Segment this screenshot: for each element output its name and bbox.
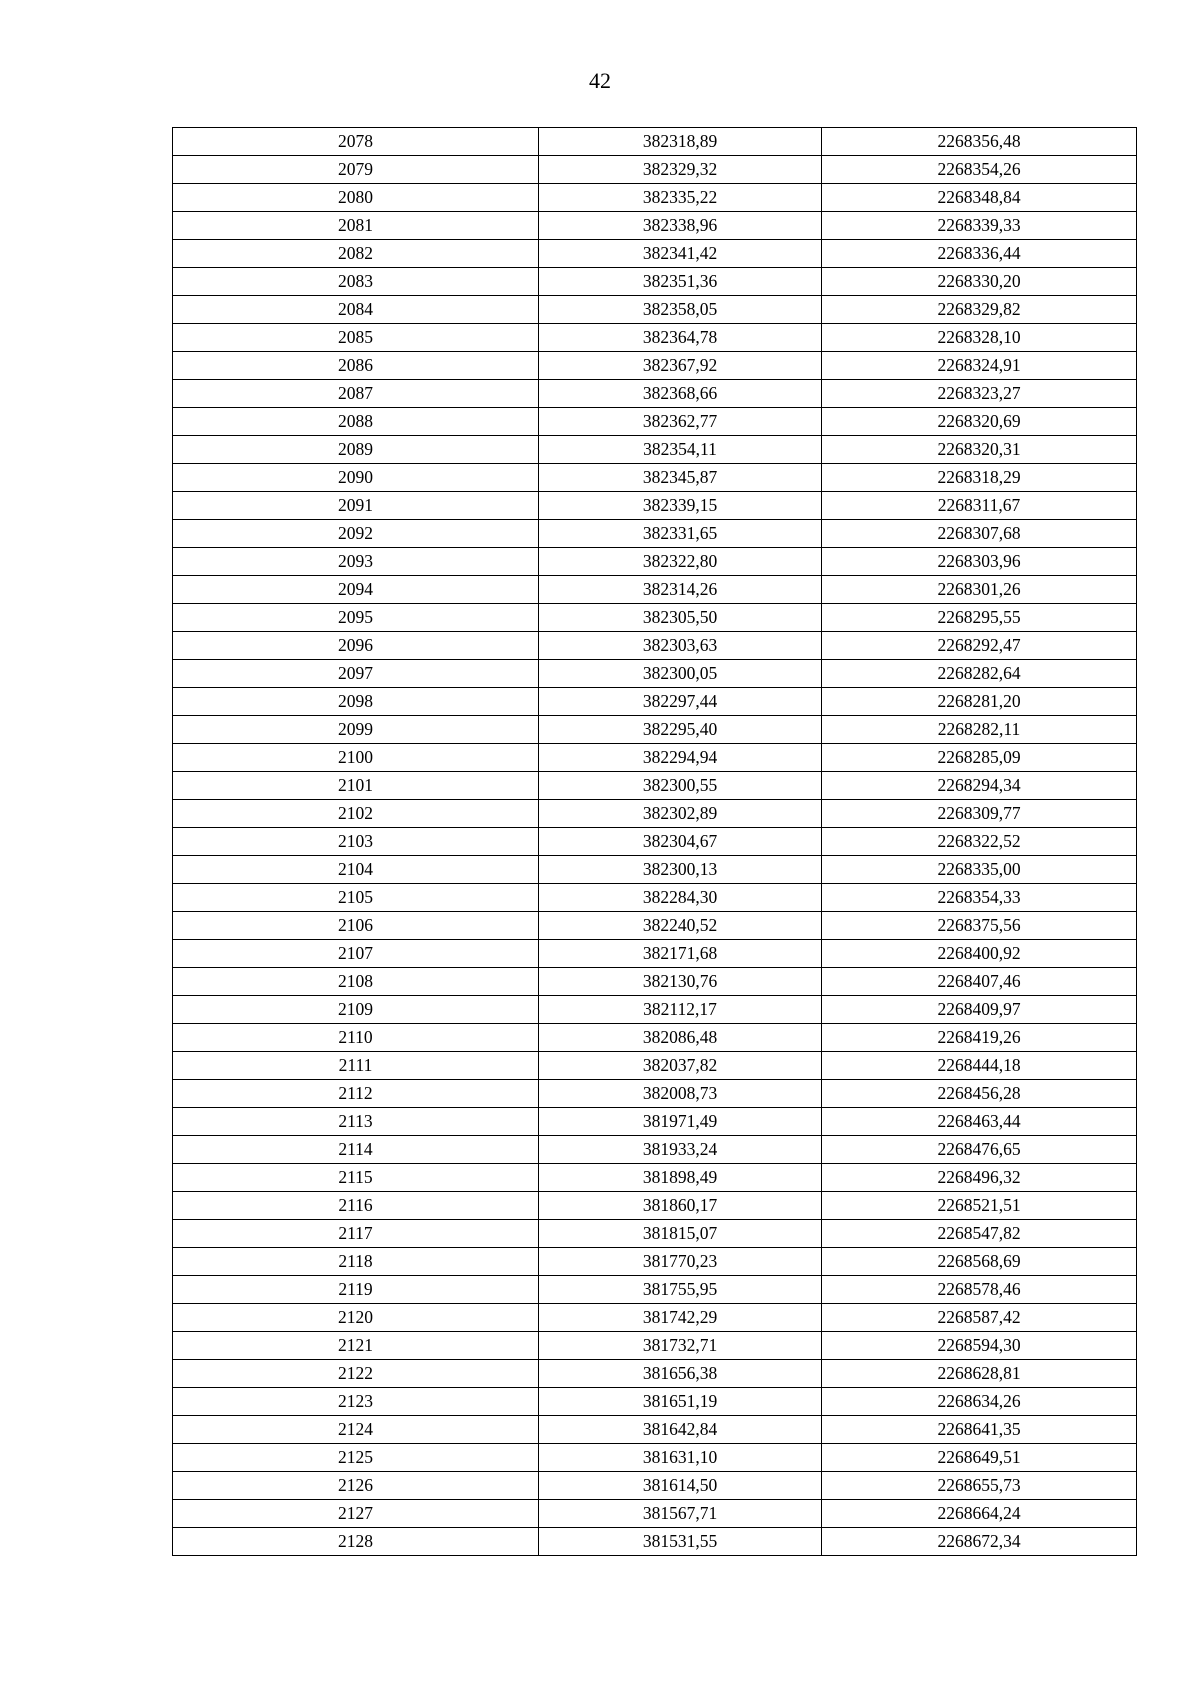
page-number: 42 [589,68,611,93]
y-coordinate-cell: 2268463,44 [822,1108,1137,1136]
y-coordinate-cell: 2268294,34 [822,772,1137,800]
y-coordinate-cell: 2268295,55 [822,604,1137,632]
point-number-cell: 2102 [173,800,539,828]
table-row [173,1500,1137,1528]
y-coordinate-cell: 2268354,26 [822,156,1137,184]
point-number-cell: 2091 [173,492,539,520]
point-number-cell: 2123 [173,1388,539,1416]
table-row [173,884,1137,912]
y-coordinate-cell: 2268348,84 [822,184,1137,212]
y-coordinate-cell: 2268318,29 [822,464,1137,492]
x-coordinate-cell: 382314,26 [539,576,822,604]
x-coordinate-cell: 381631,10 [539,1444,822,1472]
y-coordinate-cell: 2268407,46 [822,968,1137,996]
x-coordinate-cell: 382364,78 [539,324,822,352]
y-coordinate-cell: 2268444,18 [822,1052,1137,1080]
x-coordinate-cell: 381732,71 [539,1332,822,1360]
y-coordinate-cell: 2268409,97 [822,996,1137,1024]
point-number-cell: 2114 [173,1136,539,1164]
x-coordinate-cell: 382362,77 [539,408,822,436]
point-number-cell: 2081 [173,212,539,240]
point-number-cell: 2086 [173,352,539,380]
x-coordinate-cell: 382338,96 [539,212,822,240]
table-row [173,1164,1137,1192]
y-coordinate-cell: 2268339,33 [822,212,1137,240]
table-row [173,156,1137,184]
x-coordinate-cell: 382345,87 [539,464,822,492]
table-row [173,240,1137,268]
point-number-cell: 2082 [173,240,539,268]
point-number-cell: 2119 [173,1276,539,1304]
x-coordinate-cell: 382367,92 [539,352,822,380]
y-coordinate-cell: 2268594,30 [822,1332,1137,1360]
x-coordinate-cell: 381770,23 [539,1248,822,1276]
y-coordinate-cell: 2268324,91 [822,352,1137,380]
point-number-cell: 2093 [173,548,539,576]
point-number-cell: 2109 [173,996,539,1024]
point-number-cell: 2101 [173,772,539,800]
y-coordinate-cell: 2268330,20 [822,268,1137,296]
point-number-cell: 2079 [173,156,539,184]
point-number-cell: 2104 [173,856,539,884]
y-coordinate-cell: 2268282,64 [822,660,1137,688]
x-coordinate-cell: 381860,17 [539,1192,822,1220]
x-coordinate-cell: 381898,49 [539,1164,822,1192]
y-coordinate-cell: 2268307,68 [822,520,1137,548]
table-row [173,1416,1137,1444]
table-row [173,1024,1137,1052]
x-coordinate-cell: 381531,55 [539,1528,822,1556]
point-number-cell: 2087 [173,380,539,408]
point-number-cell: 2084 [173,296,539,324]
table-row [173,716,1137,744]
table-row [173,576,1137,604]
x-coordinate-cell: 382008,73 [539,1080,822,1108]
x-coordinate-cell: 382303,63 [539,632,822,660]
x-coordinate-cell: 382339,15 [539,492,822,520]
table-row [173,912,1137,940]
table-row [173,268,1137,296]
y-coordinate-cell: 2268285,09 [822,744,1137,772]
table-row [173,660,1137,688]
y-coordinate-cell: 2268322,52 [822,828,1137,856]
table-row [173,632,1137,660]
y-coordinate-cell: 2268335,00 [822,856,1137,884]
y-coordinate-cell: 2268568,69 [822,1248,1137,1276]
x-coordinate-cell: 382284,30 [539,884,822,912]
y-coordinate-cell: 2268354,33 [822,884,1137,912]
table-row [173,1248,1137,1276]
coordinates-table [172,127,1137,1556]
point-number-cell: 2125 [173,1444,539,1472]
point-number-cell: 2080 [173,184,539,212]
point-number-cell: 2092 [173,520,539,548]
table-row [173,324,1137,352]
y-coordinate-cell: 2268664,24 [822,1500,1137,1528]
point-number-cell: 2085 [173,324,539,352]
table-row [173,772,1137,800]
y-coordinate-cell: 2268356,48 [822,128,1137,156]
table-row [173,1220,1137,1248]
table-row [173,1192,1137,1220]
point-number-cell: 2128 [173,1528,539,1556]
table-row [173,436,1137,464]
point-number-cell: 2111 [173,1052,539,1080]
point-number-cell: 2113 [173,1108,539,1136]
y-coordinate-cell: 2268672,34 [822,1528,1137,1556]
y-coordinate-cell: 2268309,77 [822,800,1137,828]
point-number-cell: 2099 [173,716,539,744]
table-row [173,1388,1137,1416]
point-number-cell: 2100 [173,744,539,772]
x-coordinate-cell: 382294,94 [539,744,822,772]
point-number-cell: 2097 [173,660,539,688]
table-row [173,800,1137,828]
y-coordinate-cell: 2268476,65 [822,1136,1137,1164]
y-coordinate-cell: 2268655,73 [822,1472,1137,1500]
x-coordinate-cell: 381755,95 [539,1276,822,1304]
y-coordinate-cell: 2268419,26 [822,1024,1137,1052]
y-coordinate-cell: 2268578,46 [822,1276,1137,1304]
y-coordinate-cell: 2268303,96 [822,548,1137,576]
table-row [173,1276,1137,1304]
point-number-cell: 2127 [173,1500,539,1528]
point-number-cell: 2108 [173,968,539,996]
table-row [173,1052,1137,1080]
table-row [173,744,1137,772]
y-coordinate-cell: 2268521,51 [822,1192,1137,1220]
x-coordinate-cell: 382354,11 [539,436,822,464]
x-coordinate-cell: 381567,71 [539,1500,822,1528]
x-coordinate-cell: 382335,22 [539,184,822,212]
table-row [173,1080,1137,1108]
x-coordinate-cell: 382086,48 [539,1024,822,1052]
x-coordinate-cell: 382329,32 [539,156,822,184]
x-coordinate-cell: 382304,67 [539,828,822,856]
point-number-cell: 2095 [173,604,539,632]
table-row [173,520,1137,548]
x-coordinate-cell: 381933,24 [539,1136,822,1164]
x-coordinate-cell: 381742,29 [539,1304,822,1332]
table-row [173,1472,1137,1500]
y-coordinate-cell: 2268641,35 [822,1416,1137,1444]
x-coordinate-cell: 381815,07 [539,1220,822,1248]
x-coordinate-cell: 381971,49 [539,1108,822,1136]
y-coordinate-cell: 2268323,27 [822,380,1137,408]
y-coordinate-cell: 2268649,51 [822,1444,1137,1472]
x-coordinate-cell: 382240,52 [539,912,822,940]
x-coordinate-cell: 382368,66 [539,380,822,408]
point-number-cell: 2118 [173,1248,539,1276]
point-number-cell: 2088 [173,408,539,436]
x-coordinate-cell: 382037,82 [539,1052,822,1080]
x-coordinate-cell: 382171,68 [539,940,822,968]
x-coordinate-cell: 382112,17 [539,996,822,1024]
y-coordinate-cell: 2268400,92 [822,940,1137,968]
y-coordinate-cell: 2268301,26 [822,576,1137,604]
table-row [173,296,1137,324]
table-row [173,1136,1137,1164]
x-coordinate-cell: 381614,50 [539,1472,822,1500]
y-coordinate-cell: 2268329,82 [822,296,1137,324]
table-row [173,1332,1137,1360]
x-coordinate-cell: 382351,36 [539,268,822,296]
point-number-cell: 2116 [173,1192,539,1220]
point-number-cell: 2096 [173,632,539,660]
x-coordinate-cell: 382300,13 [539,856,822,884]
y-coordinate-cell: 2268336,44 [822,240,1137,268]
point-number-cell: 2107 [173,940,539,968]
point-number-cell: 2105 [173,884,539,912]
point-number-cell: 2121 [173,1332,539,1360]
table-row [173,408,1137,436]
x-coordinate-cell: 381651,19 [539,1388,822,1416]
y-coordinate-cell: 2268320,69 [822,408,1137,436]
x-coordinate-cell: 382358,05 [539,296,822,324]
point-number-cell: 2106 [173,912,539,940]
x-coordinate-cell: 382300,05 [539,660,822,688]
point-number-cell: 2078 [173,128,539,156]
point-number-cell: 2112 [173,1080,539,1108]
x-coordinate-cell: 381642,84 [539,1416,822,1444]
point-number-cell: 2090 [173,464,539,492]
x-coordinate-cell: 382322,80 [539,548,822,576]
x-coordinate-cell: 382297,44 [539,688,822,716]
table-row [173,128,1137,156]
x-coordinate-cell: 382331,65 [539,520,822,548]
point-number-cell: 2094 [173,576,539,604]
point-number-cell: 2089 [173,436,539,464]
table-row [173,492,1137,520]
y-coordinate-cell: 2268628,81 [822,1360,1137,1388]
x-coordinate-cell: 381656,38 [539,1360,822,1388]
y-coordinate-cell: 2268328,10 [822,324,1137,352]
table-row [173,604,1137,632]
table-row [173,828,1137,856]
table-row [173,212,1137,240]
y-coordinate-cell: 2268634,26 [822,1388,1137,1416]
table-row [173,856,1137,884]
point-number-cell: 2098 [173,688,539,716]
y-coordinate-cell: 2268496,32 [822,1164,1137,1192]
y-coordinate-cell: 2268456,28 [822,1080,1137,1108]
table-row [173,940,1137,968]
x-coordinate-cell: 382305,50 [539,604,822,632]
table-row [173,548,1137,576]
y-coordinate-cell: 2268292,47 [822,632,1137,660]
table-row [173,688,1137,716]
y-coordinate-cell: 2268281,20 [822,688,1137,716]
y-coordinate-cell: 2268320,31 [822,436,1137,464]
x-coordinate-cell: 382295,40 [539,716,822,744]
x-coordinate-cell: 382318,89 [539,128,822,156]
table-row [173,1304,1137,1332]
table-row [173,184,1137,212]
table-row [173,352,1137,380]
point-number-cell: 2103 [173,828,539,856]
x-coordinate-cell: 382302,89 [539,800,822,828]
table-row [173,1108,1137,1136]
table-row [173,380,1137,408]
coordinates-table-body [173,128,1137,1556]
table-row [173,1360,1137,1388]
point-number-cell: 2126 [173,1472,539,1500]
table-row [173,996,1137,1024]
y-coordinate-cell: 2268311,67 [822,492,1137,520]
point-number-cell: 2083 [173,268,539,296]
point-number-cell: 2110 [173,1024,539,1052]
point-number-cell: 2120 [173,1304,539,1332]
point-number-cell: 2115 [173,1164,539,1192]
point-number-cell: 2124 [173,1416,539,1444]
y-coordinate-cell: 2268375,56 [822,912,1137,940]
x-coordinate-cell: 382130,76 [539,968,822,996]
x-coordinate-cell: 382341,42 [539,240,822,268]
y-coordinate-cell: 2268587,42 [822,1304,1137,1332]
y-coordinate-cell: 2268547,82 [822,1220,1137,1248]
x-coordinate-cell: 382300,55 [539,772,822,800]
table-row [173,968,1137,996]
table-row [173,464,1137,492]
table-row [173,1444,1137,1472]
point-number-cell: 2122 [173,1360,539,1388]
y-coordinate-cell: 2268282,11 [822,716,1137,744]
table-row [173,1528,1137,1556]
point-number-cell: 2117 [173,1220,539,1248]
